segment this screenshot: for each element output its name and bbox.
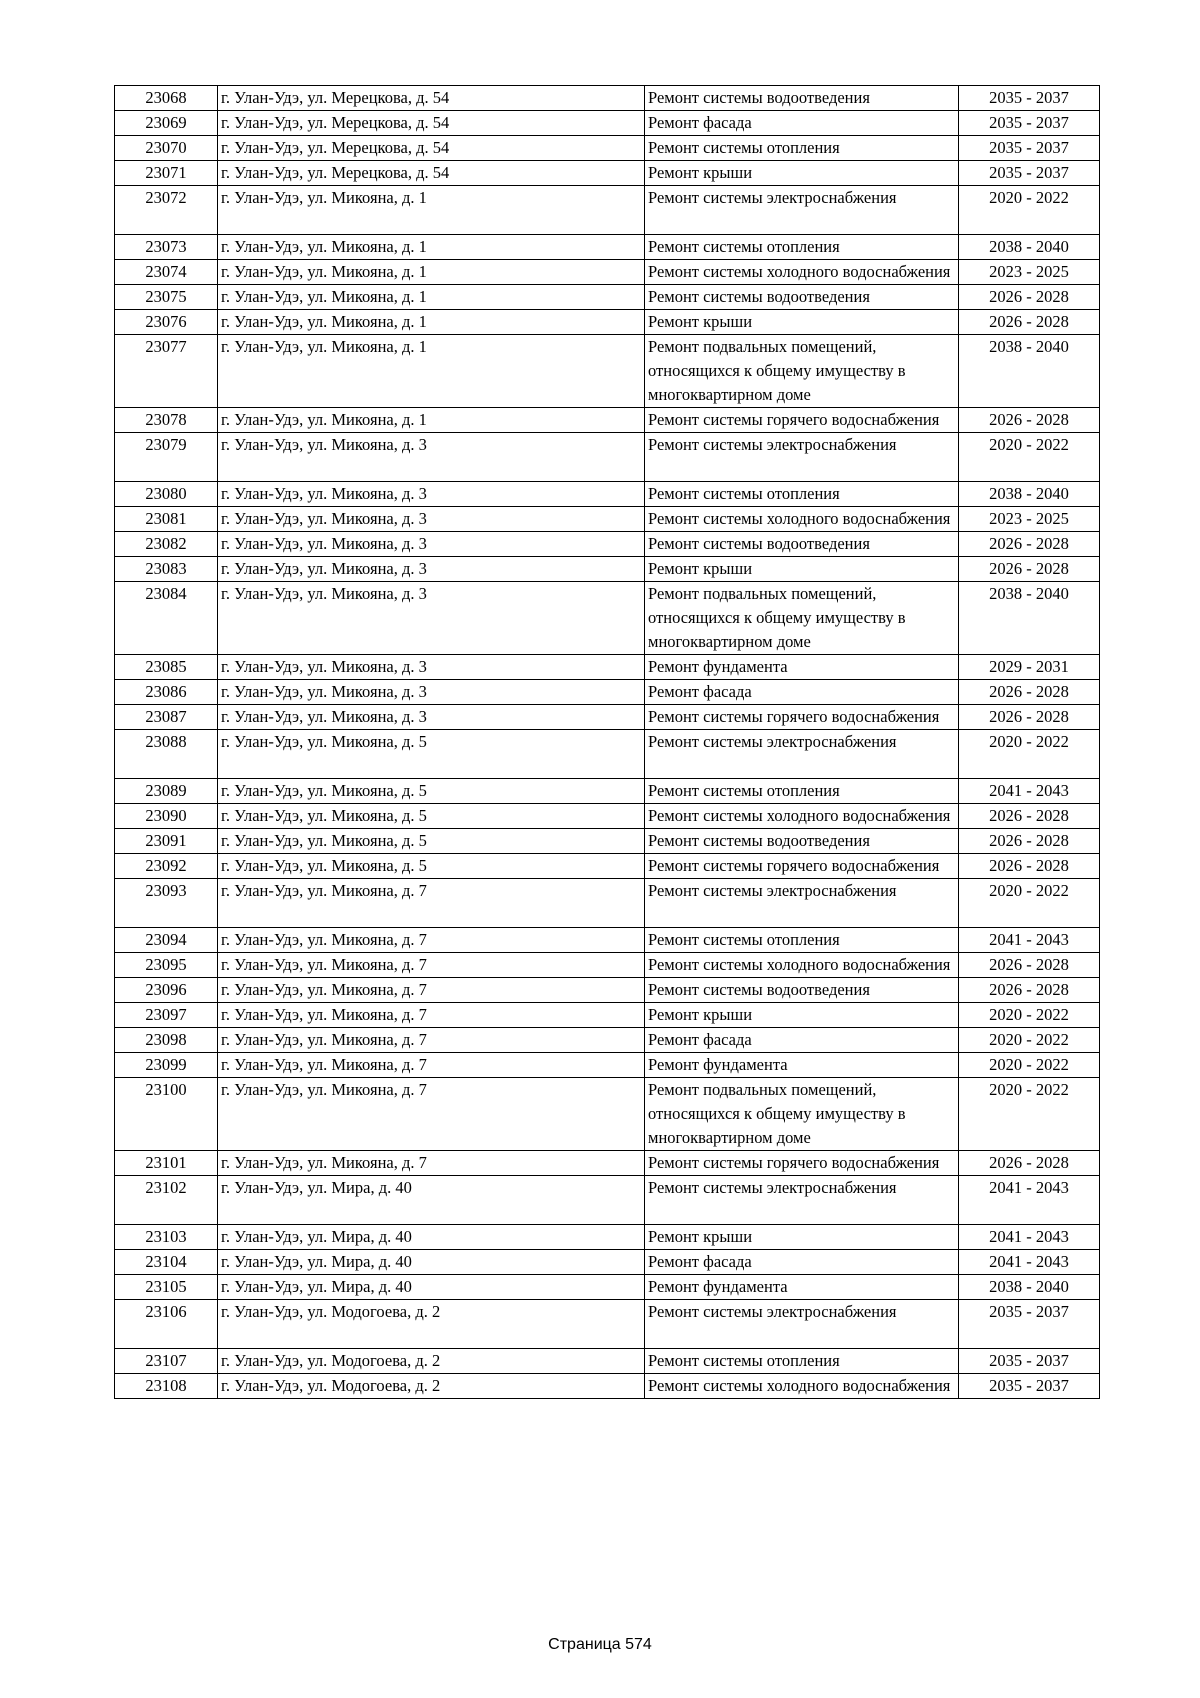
row-work-type: Ремонт системы электроснабжения bbox=[645, 433, 959, 482]
row-number: 23089 bbox=[115, 779, 218, 804]
table-row bbox=[115, 1225, 1100, 1250]
row-period: 2035 - 2037 bbox=[959, 86, 1100, 111]
row-work-type: Ремонт фасада bbox=[645, 1250, 959, 1275]
row-period: 2041 - 2043 bbox=[959, 1250, 1100, 1275]
row-work-type: Ремонт системы холодного водоснабжения bbox=[645, 260, 959, 285]
row-number: 23097 bbox=[115, 1003, 218, 1028]
row-address: г. Улан-Удэ, ул. Мерецкова, д. 54 bbox=[218, 111, 645, 136]
row-period: 2026 - 2028 bbox=[959, 285, 1100, 310]
row-number: 23077 bbox=[115, 335, 218, 408]
row-period: 2020 - 2022 bbox=[959, 186, 1100, 235]
row-period: 2020 - 2022 bbox=[959, 1003, 1100, 1028]
row-work-type: Ремонт системы горячего водоснабжения bbox=[645, 408, 959, 433]
table-row bbox=[115, 1349, 1100, 1374]
row-period: 2038 - 2040 bbox=[959, 482, 1100, 507]
row-work-type: Ремонт фасада bbox=[645, 111, 959, 136]
table-row bbox=[115, 680, 1100, 705]
row-address: г. Улан-Удэ, ул. Микояна, д. 7 bbox=[218, 1053, 645, 1078]
row-number: 23069 bbox=[115, 111, 218, 136]
row-number: 23090 bbox=[115, 804, 218, 829]
row-work-type: Ремонт системы холодного водоснабжения bbox=[645, 1374, 959, 1399]
row-period: 2026 - 2028 bbox=[959, 953, 1100, 978]
row-number: 23101 bbox=[115, 1151, 218, 1176]
table-row bbox=[115, 730, 1100, 779]
table-row bbox=[115, 285, 1100, 310]
row-period: 2035 - 2037 bbox=[959, 161, 1100, 186]
row-work-type: Ремонт системы горячего водоснабжения bbox=[645, 705, 959, 730]
table-row bbox=[115, 582, 1100, 655]
table-row bbox=[115, 705, 1100, 730]
row-work-type: Ремонт системы электроснабжения bbox=[645, 186, 959, 235]
row-address: г. Улан-Удэ, ул. Модогоева, д. 2 bbox=[218, 1349, 645, 1374]
row-period: 2020 - 2022 bbox=[959, 1053, 1100, 1078]
row-work-type: Ремонт системы отопления bbox=[645, 928, 959, 953]
row-number: 23095 bbox=[115, 953, 218, 978]
row-period: 2020 - 2022 bbox=[959, 433, 1100, 482]
row-address: г. Улан-Удэ, ул. Микояна, д. 5 bbox=[218, 854, 645, 879]
row-work-type: Ремонт системы водоотведения bbox=[645, 86, 959, 111]
row-address: г. Улан-Удэ, ул. Микояна, д. 7 bbox=[218, 879, 645, 928]
row-number: 23098 bbox=[115, 1028, 218, 1053]
row-work-type: Ремонт системы отопления bbox=[645, 235, 959, 260]
row-period: 2026 - 2028 bbox=[959, 854, 1100, 879]
table-row bbox=[115, 1176, 1100, 1225]
row-address: г. Улан-Удэ, ул. Микояна, д. 7 bbox=[218, 953, 645, 978]
table-row bbox=[115, 235, 1100, 260]
row-period: 2026 - 2028 bbox=[959, 557, 1100, 582]
row-address: г. Улан-Удэ, ул. Микояна, д. 3 bbox=[218, 557, 645, 582]
row-address: г. Улан-Удэ, ул. Микояна, д. 3 bbox=[218, 532, 645, 557]
row-number: 23072 bbox=[115, 186, 218, 235]
row-period: 2023 - 2025 bbox=[959, 260, 1100, 285]
table-row bbox=[115, 86, 1100, 111]
row-period: 2038 - 2040 bbox=[959, 582, 1100, 655]
table-row bbox=[115, 1028, 1100, 1053]
row-period: 2035 - 2037 bbox=[959, 136, 1100, 161]
table-row bbox=[115, 978, 1100, 1003]
table-row bbox=[115, 879, 1100, 928]
table-row bbox=[115, 1300, 1100, 1349]
table-row bbox=[115, 136, 1100, 161]
row-period: 2026 - 2028 bbox=[959, 705, 1100, 730]
table-row bbox=[115, 260, 1100, 285]
row-period: 2026 - 2028 bbox=[959, 408, 1100, 433]
row-address: г. Улан-Удэ, ул. Микояна, д. 3 bbox=[218, 705, 645, 730]
row-address: г. Улан-Удэ, ул. Мира, д. 40 bbox=[218, 1250, 645, 1275]
table-row bbox=[115, 1275, 1100, 1300]
row-work-type: Ремонт фундамента bbox=[645, 1275, 959, 1300]
row-number: 23084 bbox=[115, 582, 218, 655]
row-work-type: Ремонт системы холодного водоснабжения bbox=[645, 804, 959, 829]
table-row bbox=[115, 408, 1100, 433]
row-work-type: Ремонт подвальных помещений, относящихся к общему имуществу в многоквартирном доме bbox=[645, 582, 959, 655]
row-work-type: Ремонт фасада bbox=[645, 1028, 959, 1053]
row-address: г. Улан-Удэ, ул. Мира, д. 40 bbox=[218, 1176, 645, 1225]
row-period: 2026 - 2028 bbox=[959, 978, 1100, 1003]
table-row bbox=[115, 854, 1100, 879]
row-period: 2038 - 2040 bbox=[959, 235, 1100, 260]
row-work-type: Ремонт крыши bbox=[645, 1225, 959, 1250]
row-address: г. Улан-Удэ, ул. Микояна, д. 3 bbox=[218, 433, 645, 482]
row-number: 23076 bbox=[115, 310, 218, 335]
row-period: 2026 - 2028 bbox=[959, 532, 1100, 557]
repair-schedule-table bbox=[114, 85, 1100, 1399]
row-period: 2035 - 2037 bbox=[959, 1300, 1100, 1349]
row-address: г. Улан-Удэ, ул. Микояна, д. 7 bbox=[218, 1151, 645, 1176]
row-number: 23082 bbox=[115, 532, 218, 557]
row-period: 2035 - 2037 bbox=[959, 1374, 1100, 1399]
table-row bbox=[115, 310, 1100, 335]
row-work-type: Ремонт системы горячего водоснабжения bbox=[645, 854, 959, 879]
row-number: 23073 bbox=[115, 235, 218, 260]
row-period: 2026 - 2028 bbox=[959, 680, 1100, 705]
row-work-type: Ремонт системы холодного водоснабжения bbox=[645, 953, 959, 978]
row-address: г. Улан-Удэ, ул. Мира, д. 40 bbox=[218, 1225, 645, 1250]
row-number: 23096 bbox=[115, 978, 218, 1003]
page-number: Страница 574 bbox=[548, 1636, 652, 1653]
row-number: 23087 bbox=[115, 705, 218, 730]
row-period: 2023 - 2025 bbox=[959, 507, 1100, 532]
table-row bbox=[115, 928, 1100, 953]
row-number: 23094 bbox=[115, 928, 218, 953]
table-row bbox=[115, 1151, 1100, 1176]
row-number: 23078 bbox=[115, 408, 218, 433]
table-row bbox=[115, 804, 1100, 829]
table-row bbox=[115, 829, 1100, 854]
row-period: 2035 - 2037 bbox=[959, 111, 1100, 136]
row-number: 23080 bbox=[115, 482, 218, 507]
row-work-type: Ремонт системы горячего водоснабжения bbox=[645, 1151, 959, 1176]
row-work-type: Ремонт фундамента bbox=[645, 1053, 959, 1078]
row-number: 23068 bbox=[115, 86, 218, 111]
row-number: 23091 bbox=[115, 829, 218, 854]
row-period: 2041 - 2043 bbox=[959, 1225, 1100, 1250]
table-row bbox=[115, 532, 1100, 557]
table-row bbox=[115, 111, 1100, 136]
row-number: 23099 bbox=[115, 1053, 218, 1078]
row-address: г. Улан-Удэ, ул. Микояна, д. 7 bbox=[218, 978, 645, 1003]
row-number: 23070 bbox=[115, 136, 218, 161]
row-number: 23107 bbox=[115, 1349, 218, 1374]
row-address: г. Улан-Удэ, ул. Микояна, д. 1 bbox=[218, 285, 645, 310]
row-address: г. Улан-Удэ, ул. Мерецкова, д. 54 bbox=[218, 161, 645, 186]
row-work-type: Ремонт крыши bbox=[645, 161, 959, 186]
row-period: 2026 - 2028 bbox=[959, 1151, 1100, 1176]
row-address: г. Улан-Удэ, ул. Микояна, д. 5 bbox=[218, 779, 645, 804]
row-number: 23088 bbox=[115, 730, 218, 779]
row-number: 23093 bbox=[115, 879, 218, 928]
row-period: 2020 - 2022 bbox=[959, 1078, 1100, 1151]
row-period: 2038 - 2040 bbox=[959, 335, 1100, 408]
row-number: 23106 bbox=[115, 1300, 218, 1349]
row-work-type: Ремонт системы холодного водоснабжения bbox=[645, 507, 959, 532]
row-number: 23102 bbox=[115, 1176, 218, 1225]
row-number: 23105 bbox=[115, 1275, 218, 1300]
row-number: 23103 bbox=[115, 1225, 218, 1250]
table-row bbox=[115, 507, 1100, 532]
row-work-type: Ремонт системы водоотведения bbox=[645, 285, 959, 310]
row-address: г. Улан-Удэ, ул. Микояна, д. 5 bbox=[218, 804, 645, 829]
row-address: г. Улан-Удэ, ул. Микояна, д. 3 bbox=[218, 507, 645, 532]
row-work-type: Ремонт фасада bbox=[645, 680, 959, 705]
row-address: г. Улан-Удэ, ул. Микояна, д. 3 bbox=[218, 680, 645, 705]
table-row bbox=[115, 335, 1100, 408]
table-row bbox=[115, 1250, 1100, 1275]
row-number: 23092 bbox=[115, 854, 218, 879]
row-work-type: Ремонт системы отопления bbox=[645, 482, 959, 507]
table-row bbox=[115, 779, 1100, 804]
row-number: 23071 bbox=[115, 161, 218, 186]
row-address: г. Улан-Удэ, ул. Мира, д. 40 bbox=[218, 1275, 645, 1300]
row-number: 23075 bbox=[115, 285, 218, 310]
row-period: 2029 - 2031 bbox=[959, 655, 1100, 680]
row-period: 2020 - 2022 bbox=[959, 1028, 1100, 1053]
row-number: 23079 bbox=[115, 433, 218, 482]
row-work-type: Ремонт системы электроснабжения bbox=[645, 1300, 959, 1349]
row-address: г. Улан-Удэ, ул. Модогоева, д. 2 bbox=[218, 1374, 645, 1399]
table-row bbox=[115, 161, 1100, 186]
row-work-type: Ремонт системы водоотведения bbox=[645, 829, 959, 854]
row-work-type: Ремонт системы водоотведения bbox=[645, 978, 959, 1003]
row-work-type: Ремонт системы электроснабжения bbox=[645, 1176, 959, 1225]
row-period: 2041 - 2043 bbox=[959, 779, 1100, 804]
row-period: 2038 - 2040 bbox=[959, 1275, 1100, 1300]
row-address: г. Улан-Удэ, ул. Модогоева, д. 2 bbox=[218, 1300, 645, 1349]
row-address: г. Улан-Удэ, ул. Мерецкова, д. 54 bbox=[218, 136, 645, 161]
row-work-type: Ремонт крыши bbox=[645, 1003, 959, 1028]
row-work-type: Ремонт крыши bbox=[645, 557, 959, 582]
table-row bbox=[115, 186, 1100, 235]
table-row bbox=[115, 1003, 1100, 1028]
table-row bbox=[115, 482, 1100, 507]
row-address: г. Улан-Удэ, ул. Микояна, д. 1 bbox=[218, 310, 645, 335]
table-row bbox=[115, 953, 1100, 978]
row-address: г. Улан-Удэ, ул. Микояна, д. 7 bbox=[218, 1028, 645, 1053]
table-body bbox=[115, 86, 1100, 1399]
row-number: 23081 bbox=[115, 507, 218, 532]
row-period: 2041 - 2043 bbox=[959, 928, 1100, 953]
row-number: 23074 bbox=[115, 260, 218, 285]
row-period: 2026 - 2028 bbox=[959, 804, 1100, 829]
row-work-type: Ремонт фундамента bbox=[645, 655, 959, 680]
row-work-type: Ремонт системы отопления bbox=[645, 779, 959, 804]
row-period: 2020 - 2022 bbox=[959, 879, 1100, 928]
row-number: 23083 bbox=[115, 557, 218, 582]
row-number: 23100 bbox=[115, 1078, 218, 1151]
table-row bbox=[115, 1374, 1100, 1399]
row-address: г. Улан-Удэ, ул. Микояна, д. 1 bbox=[218, 186, 645, 235]
row-address: г. Улан-Удэ, ул. Микояна, д. 5 bbox=[218, 730, 645, 779]
row-work-type: Ремонт подвальных помещений, относящихся к общему имуществу в многоквартирном доме bbox=[645, 335, 959, 408]
row-period: 2026 - 2028 bbox=[959, 829, 1100, 854]
row-address: г. Улан-Удэ, ул. Мерецкова, д. 54 bbox=[218, 86, 645, 111]
table-row bbox=[115, 1078, 1100, 1151]
row-work-type: Ремонт системы электроснабжения bbox=[645, 879, 959, 928]
row-address: г. Улан-Удэ, ул. Микояна, д. 7 bbox=[218, 1078, 645, 1151]
table-row bbox=[115, 557, 1100, 582]
row-period: 2035 - 2037 bbox=[959, 1349, 1100, 1374]
row-period: 2020 - 2022 bbox=[959, 730, 1100, 779]
row-address: г. Улан-Удэ, ул. Микояна, д. 1 bbox=[218, 260, 645, 285]
row-address: г. Улан-Удэ, ул. Микояна, д. 3 bbox=[218, 655, 645, 680]
row-address: г. Улан-Удэ, ул. Микояна, д. 1 bbox=[218, 335, 645, 408]
row-work-type: Ремонт системы электроснабжения bbox=[645, 730, 959, 779]
row-address: г. Улан-Удэ, ул. Микояна, д. 7 bbox=[218, 928, 645, 953]
row-work-type: Ремонт системы водоотведения bbox=[645, 532, 959, 557]
row-work-type: Ремонт подвальных помещений, относящихся к общему имуществу в многоквартирном доме bbox=[645, 1078, 959, 1151]
row-number: 23086 bbox=[115, 680, 218, 705]
row-address: г. Улан-Удэ, ул. Микояна, д. 1 bbox=[218, 235, 645, 260]
row-address: г. Улан-Удэ, ул. Микояна, д. 1 bbox=[218, 408, 645, 433]
row-address: г. Улан-Удэ, ул. Микояна, д. 3 bbox=[218, 582, 645, 655]
row-period: 2041 - 2043 bbox=[959, 1176, 1100, 1225]
table-row bbox=[115, 655, 1100, 680]
row-number: 23108 bbox=[115, 1374, 218, 1399]
table-row bbox=[115, 433, 1100, 482]
row-work-type: Ремонт системы отопления bbox=[645, 136, 959, 161]
row-address: г. Улан-Удэ, ул. Микояна, д. 3 bbox=[218, 482, 645, 507]
row-work-type: Ремонт крыши bbox=[645, 310, 959, 335]
row-work-type: Ремонт системы отопления bbox=[645, 1349, 959, 1374]
row-number: 23104 bbox=[115, 1250, 218, 1275]
table-row bbox=[115, 1053, 1100, 1078]
row-number: 23085 bbox=[115, 655, 218, 680]
row-address: г. Улан-Удэ, ул. Микояна, д. 7 bbox=[218, 1003, 645, 1028]
row-period: 2026 - 2028 bbox=[959, 310, 1100, 335]
row-address: г. Улан-Удэ, ул. Микояна, д. 5 bbox=[218, 829, 645, 854]
